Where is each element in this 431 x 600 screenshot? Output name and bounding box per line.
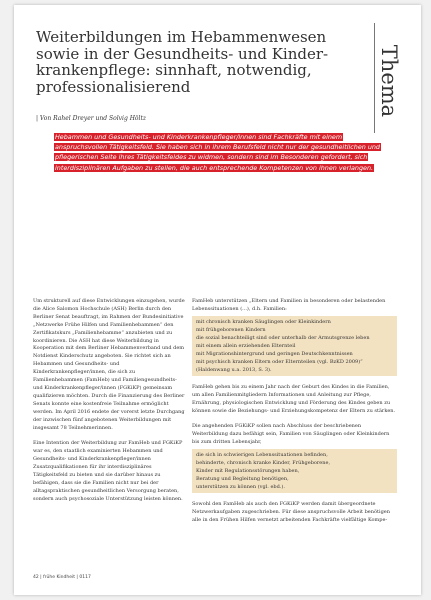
right-paragraph: Die angehenden FGKiKP sollen nach Abschluss der beschriebenen Weiterbildung dazu befähigt sein, Familien von Säuglingen oder Kleinkindern bis zum dritten Lebensjahr, [192, 423, 390, 446]
list-item: unterstützen zu können (vgl. ebd.). [196, 484, 285, 491]
page-footer: 42 | frühe Kindheit | 0117 [33, 575, 91, 580]
right-column [192, 298, 397, 533]
list-item: die sozial benachteiligt sind oder unterhalb der Armutsgrenze leben [196, 334, 370, 341]
list-item: mit psychisch kranken Eltern oder Elternteilen (vgl. BzKD 2009)“ [196, 358, 363, 365]
left-column [33, 298, 186, 512]
list-item: mit frühgeborenen Kindern [196, 326, 266, 333]
list-item: mit einem allein erziehenden Elternteil [196, 342, 296, 349]
section-divider [374, 23, 375, 133]
left-paragraph: Eine Intention der Weiterbildung zur FamHeb und FGKiKP war es, den staatlich examinierten Hebammen und Gesundheits- und Kinderkrankenpfleger/innen Zusatzqualifikationen für ihr interdisziplinäres Tätigkeitsfeld zu bieten und sie darüber hinaus zu befähigen, dass sie die Familien nicht nur bei der alltagspraktischen gesundheitlichen Versorgung beraten, sondern auch psychosoziale Unterstützung leisten können. [33, 440, 183, 502]
list-item: Kinder mit Regulationsstörungen haben, [196, 468, 300, 475]
list-item: mit Migrationshintergrund und geringen Deutschkenntnissen [196, 350, 353, 357]
list-item: die sich in schwierigen Lebenssituationen befinden, [196, 452, 328, 459]
fgkikp-list-box [192, 449, 397, 493]
lead-paragraph: Hebammen und Gesundheits- und Kinderkrankenpfleger/innen sind Fachkräfte mit einem anspruchsvollen Tätigkeitsfeld. Sie haben sich in ihrem Berufsfeld nicht nur der gesundheitlichen und pflegerischen Seite ihres Tätigkeitsfeldes zu widmen, sondern sind im Besonderen gefordert, sich interdisziplinären Aufgaben zu stellen, die auch entsprechende Kompetenzen von ihnen verlangen. [55, 133, 380, 172]
right-paragraph: FamHeb gehen bis zu einem Jahr nach der Geburt des Kindes in die Familien, um allen Familienmitgliedern Informationen und Anleitung zur Pflege, Ernährung, physiologischen Entwicklung und Förderung des Kindes geben zu können sowie die Beziehungs- und Erziehungskompetenz der Eltern zu stärken. [192, 383, 396, 414]
article-authors: | Von Rahel Dreyer und Solvig Höltz [36, 115, 147, 122]
left-paragraph: Um strukturell auf diese Entwicklungen einzugehen, wurde die Alice Salomon Hochschule (ASH) Berlin durch den Berliner Senat beauftragt, im Rahmen der Bundesinitiative „Netzwerke Frühe Hilfen und Familienhebammen“ den Zertifikatskurs „Familienhebamme“ anzubieten und zu koordinieren. Die ASH hat diese Weiterbildung in Kooperation mit dem Berliner Hebammenverband und dem Notdienst Kinderschutz angeboten. Sie richtet sich an Hebammen und Gesundheits- und Kinderkrankenpfleger/innen, die sich zu Familienhebammen (FamHeb) und Familiengesundheits- und Kinderkrankenpfleger/innen (FGKiKP) gemeinsam qualifizieren möchten. Durch die Finanzierung des Berliner Senats konnte eine kostenfreie Teilnahme ermöglicht werden. Im April 2016 endete der vorerst letzte Durchgang der inzwischen fünf angebotenen Weiterbildungen mit insgesamt 78 Teilnehmerinnen. [33, 298, 185, 431]
right-paragraph: Sowohl den FamHeb als auch den FGKiKP werden damit übergeordnete Netzwerkaufgaben zugeschrieben. Für diese anspruchsvolle Arbeit benötigen alle in den Frühen Hilfen vernetzt arbeitenden Fachkräfte vielfältige Kompe- [192, 501, 390, 523]
section-label: Thema [377, 44, 401, 118]
list-item: behinderte, chronisch kranke Kinder, Frühgeborene, [196, 460, 331, 467]
family-list-box [192, 316, 397, 376]
right-intro: FamHeb unterstützen „Eltern und Familien in besonderen oder belastenden Lebenssituationen (...), d.h. Familien: [192, 298, 386, 312]
list-item: mit chronisch kranken Säuglingen oder Kleinkindern [196, 318, 331, 325]
list-item: (Haldenwang u.a. 2013, S. 3). [196, 366, 272, 373]
magazine-page [14, 5, 421, 595]
list-item: Beratung und Begleitung benötigen, [196, 476, 289, 483]
article-title: Weiterbildungen im Hebammenwesen sowie in der Gesundheits- und Kinder-krankenpflege: sinnhaft, notwendig, professionalisierend [36, 28, 329, 96]
